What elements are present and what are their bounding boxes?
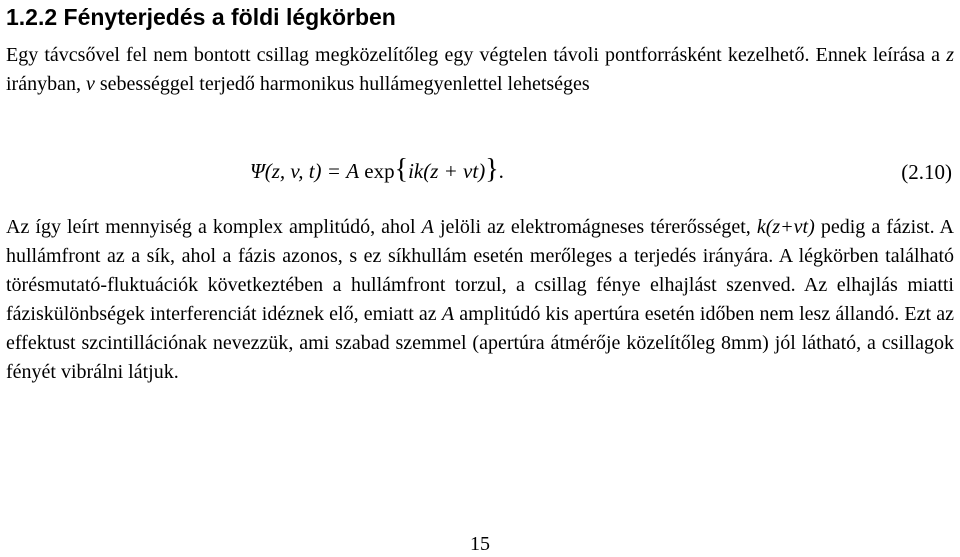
equation-amplitude: A <box>346 159 360 183</box>
section-heading: 1.2.2 Fényterjedés a földi légkörben <box>6 4 396 30</box>
paragraph-text: Egy távcsővel fel nem bontott csillag megközelítőleg egy végtelen távoli pontforrásként kezelhető. Ennek leírása a <box>6 44 947 66</box>
equation-lhs: Ψ(z, v, t) = <box>250 159 347 183</box>
equation-brace-close: } <box>485 154 499 185</box>
equation-brace-open: { <box>394 154 409 185</box>
paragraph-text: jelöli az elektromágneses térerősséget, <box>433 216 757 238</box>
page-number: 15 <box>470 533 490 555</box>
wave-equation <box>250 155 504 186</box>
variable-A: A <box>441 303 455 325</box>
paragraph-explanation <box>6 213 954 387</box>
phase-expression: k(z+vt) <box>756 216 815 238</box>
paragraph-text: irányban, <box>6 73 86 95</box>
equation-period: . <box>498 159 504 183</box>
equation-number: (2.10) <box>901 160 952 184</box>
variable-z: z <box>946 44 954 66</box>
equation-function: exp <box>359 159 395 183</box>
paragraph-intro <box>6 41 954 99</box>
variable-A: A <box>421 216 434 238</box>
variable-v: v <box>85 73 95 95</box>
paragraph-text: pedig a fázist. A hullámfront az a sík, ahol a fázis azonos, s ez síkhullám esetén merőleges a terjedés irányára. A légkörben található törésmutató-fluktuációk következtében a hullámfront torzul, a csillag fénye elhajlást szenved. Az elhajlás miatti fáziskülönbségek interferenciát idéznek elő, emiatt az <box>6 216 954 325</box>
paragraph-text: Az így leírt mennyiség a komplex amplitúdó, ahol <box>6 216 422 238</box>
equation-body: ik(z + vt) <box>408 159 486 183</box>
paragraph-text: amplitúdó kis apertúra esetén időben nem lesz állandó. Ezt az effektust szcintillációnak nevezzük, ami szabad szemmel (apertúra átmérője közelítőleg 8mm) jól látható, a csillagok fényét vibrálni látjuk. <box>6 303 954 383</box>
paragraph-text: sebességgel terjedő harmonikus hullámegyenlettel lehetséges <box>94 73 590 95</box>
